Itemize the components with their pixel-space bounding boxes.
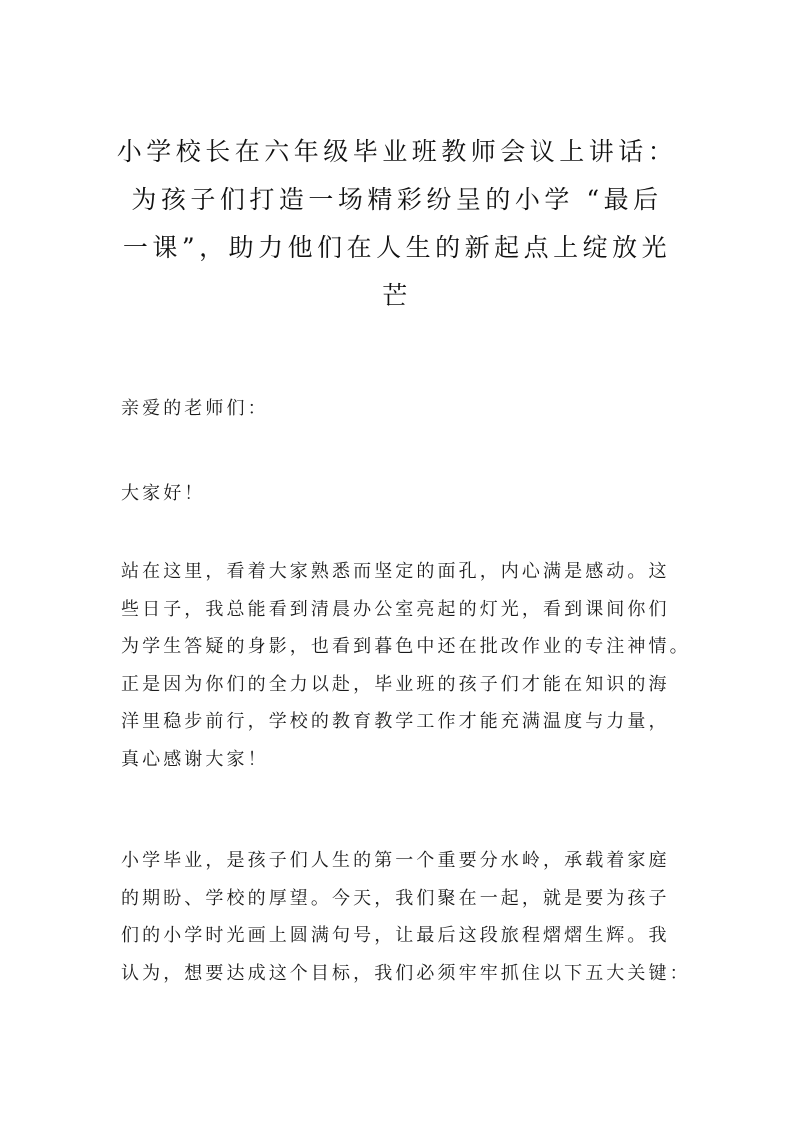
greeting bbox=[121, 475, 721, 513]
paragraph-line: 的期盼、学校的厚望。今天，我们聚在一起，就是要为孩子 bbox=[121, 887, 670, 909]
paragraph-line: 真心感谢大家！ bbox=[121, 748, 269, 770]
title-line: 芒 bbox=[382, 281, 412, 310]
salutation-text: 亲爱的老师们： bbox=[121, 398, 269, 419]
title-line: 为孩子们打造一场精彩纷呈的小学 “最后 bbox=[131, 185, 663, 214]
paragraph-line: 们的小学时光画上圆满句号，让最后这段旅程熠熠生辉。我 bbox=[121, 925, 670, 946]
paragraph-1 bbox=[121, 553, 721, 778]
greeting-text: 大家好！ bbox=[121, 483, 206, 504]
paragraph-line: 些日子，我总能看到清晨办公室亮起的灯光，看到课间你们 bbox=[121, 598, 670, 620]
paragraph-line: 站在这里，看着大家熟悉而坚定的面孔，内心满是感动。这 bbox=[121, 561, 670, 582]
document-title bbox=[112, 128, 682, 320]
paragraph-line: 正是因为你们的全力以赴，毕业班的孩子们才能在知识的海 bbox=[121, 673, 670, 695]
salutation bbox=[121, 390, 721, 428]
paragraph-line: 为学生答疑的身影，也看到暮色中还在批改作业的专注神情。 bbox=[121, 636, 691, 657]
paragraph-2 bbox=[121, 842, 721, 992]
title-line: 一课”，助力他们在人生的新起点上绽放光 bbox=[122, 233, 672, 262]
paragraph-line: 洋里稳步前行，学校的教育教学工作才能充满温度与力量， bbox=[121, 711, 670, 732]
title-line: 小学校长在六年级毕业班教师会议上讲话： bbox=[116, 137, 678, 166]
paragraph-line: 认为，想要达成这个目标，我们必须牢牢抓住以下五大关键： bbox=[121, 962, 691, 984]
paragraph-line: 小学毕业，是孩子们人生的第一个重要分水岭，承载着家庭 bbox=[121, 850, 670, 871]
